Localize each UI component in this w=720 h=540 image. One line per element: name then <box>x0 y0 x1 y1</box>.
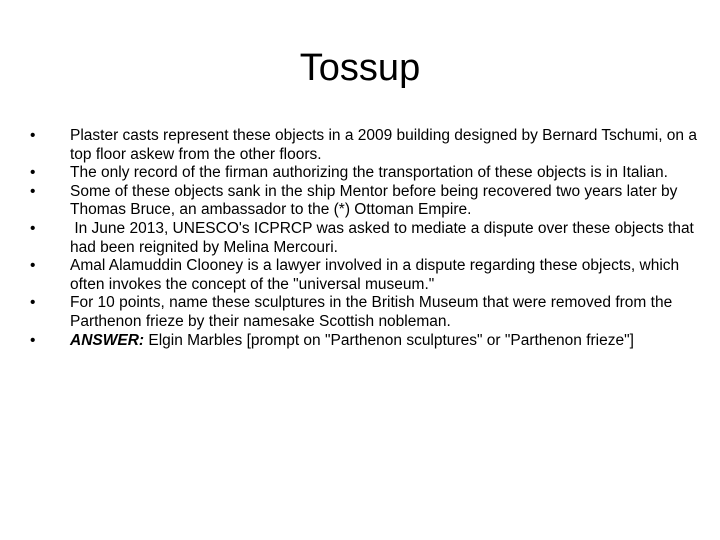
bullet-icon: • <box>30 219 36 237</box>
answer-text: Elgin Marbles [prompt on "Parthenon sculptures" or "Parthenon frieze"] <box>144 331 634 349</box>
bullet-text: For 10 points, name these sculptures in the British Museum that were removed from the Parthenon frieze by their namesake Scottish nobleman. <box>70 294 673 330</box>
bullet-item-1 <box>30 127 710 164</box>
bullet-item-5 <box>30 257 710 294</box>
bullet-item-6 <box>30 294 710 331</box>
bullet-icon: • <box>30 331 36 349</box>
slide-title: Tossup <box>299 47 421 89</box>
bullet-icon: • <box>30 164 36 182</box>
bullet-item-4 <box>30 220 710 257</box>
bullet-icon: • <box>30 127 36 144</box>
bullet-item-answer <box>30 332 710 351</box>
answer-label: ANSWER: <box>70 331 145 349</box>
bullet-item-2 <box>30 164 710 183</box>
bullet-text: In June 2013, UNESCO's ICPRCP was asked to mediate a dispute over these objects that had been reignited by Melina Mercouri. <box>70 219 699 256</box>
bullet-text: Plaster casts represent these objects in a 2009 building designed by Bernard Tschumi, on a top floor askew from the other floors. <box>70 127 697 163</box>
bullet-list <box>30 127 710 350</box>
bullet-text: Some of these objects sank in the ship Mentor before being recovered two years later by Thomas Bruce, an ambassador to the (*) Ottoman Empire. <box>70 182 678 219</box>
bullet-icon: • <box>30 294 36 312</box>
bullet-icon: • <box>30 257 36 275</box>
bullet-text: The only record of the firman authorizing the transportation of these objects is in Italian. <box>70 164 668 182</box>
bullet-text: Amal Alamuddin Clooney is a lawyer involved in a dispute regarding these objects, which often invokes the concept of the "universal museum." <box>70 257 680 293</box>
bullet-item-3 <box>30 183 710 220</box>
bullet-icon: • <box>30 182 36 200</box>
